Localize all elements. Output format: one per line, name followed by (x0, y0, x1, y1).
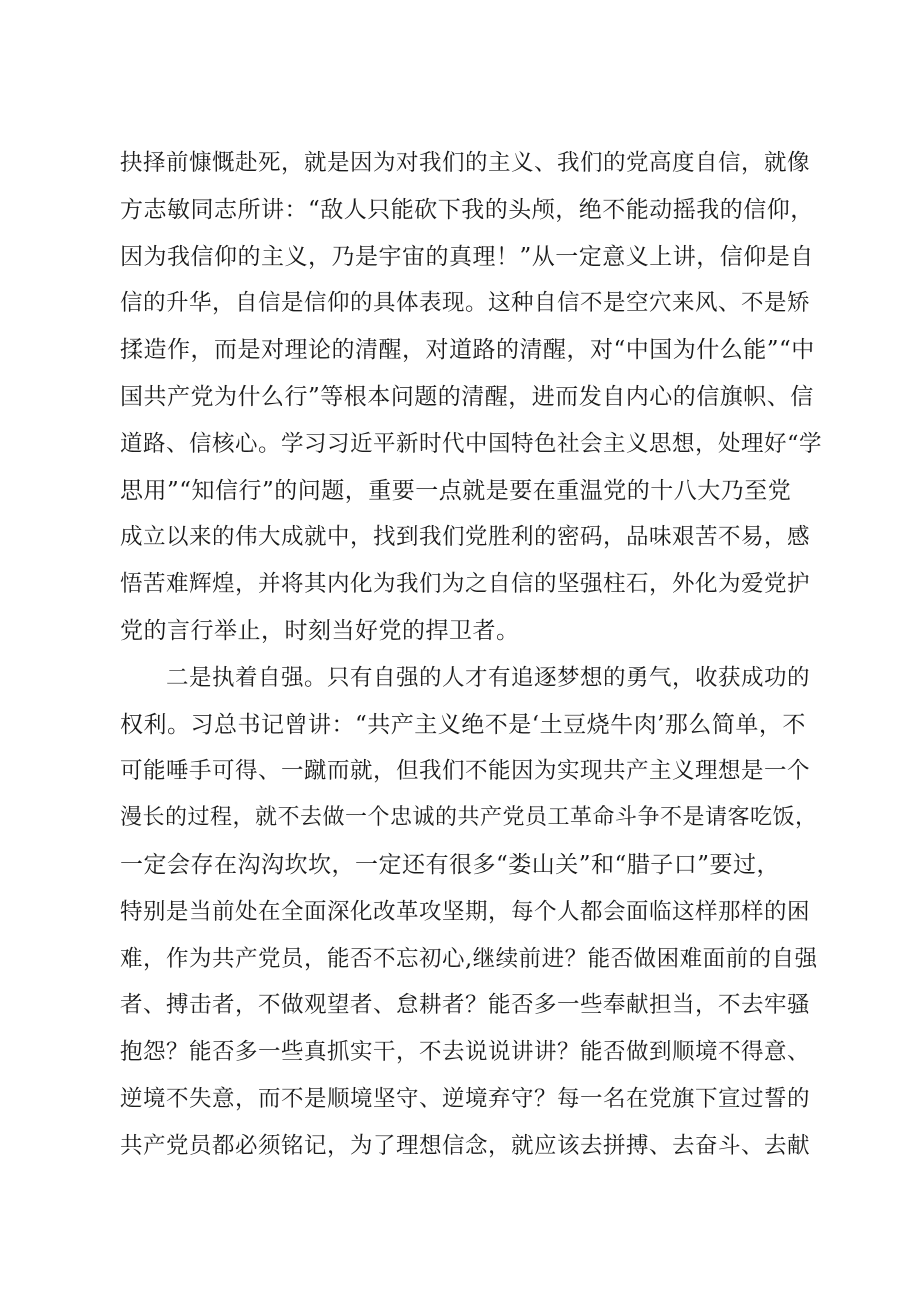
text-line: 道路、信核心。学习习近平新时代中国特色社会主义思想，处理好“学 (120, 430, 823, 457)
text-line: 共产党员都必须铭记，为了理想信念，就应该去拼搏、去奋斗、去献 (120, 1132, 811, 1159)
text-line: 党的言行举止，时刻当好党的捍卫者。 (120, 617, 520, 644)
text-line: 特别是当前处在全面深化改革攻坚期，每个人都会面临这样那样的困 (120, 898, 811, 925)
body-text (120, 140, 823, 1170)
text-line: 二是执着自强。只有自强的人才有追逐梦想的勇气，收获成功的 (120, 664, 811, 691)
text-line: 思用”“知信行”的问题，重要一点就是要在重温党的十八大乃至党 (120, 477, 792, 504)
text-line: 揉造作，而是对理论的清醒，对道路的清醒，对“中国为什么能”“中 (120, 337, 815, 364)
text-line: 信的升华，自信是信仰的具体表现。这种自信不是空穴来风、不是矫 (120, 290, 811, 317)
text-line: 国共产党为什么行”等根本问题的清醒，进而发自内心的信旗帜、信 (120, 383, 814, 410)
text-line: 成立以来的伟大成就中，找到我们党胜利的密码，品味艰苦不易，感 (120, 524, 811, 551)
text-line: 者、搏击者，不做观望者、怠耕者？能否多一些奉献担当，不去牢骚 (120, 992, 811, 1019)
text-line: 一定会存在沟沟坎坎，一定还有很多“娄山关”和“腊子口”要过， (120, 851, 781, 878)
text-line: 方志敏同志所讲：“敌人只能砍下我的头颅，绝不能动摇我的信仰， (120, 196, 814, 223)
text-line: 权利。习总书记曾讲：“共产主义绝不是‘土豆烧牛肉’那么简单，不 (120, 711, 806, 738)
text-line: 因为我信仰的主义，乃是宇宙的真理！”从一定意义上讲，信仰是自 (120, 243, 814, 270)
text-line: 难，作为共产党员，能否不忘初心,继续前进？能否做困难面前的自强 (120, 945, 818, 972)
text-line: 抱怨？能否多一些真抓实干，不去说说讲讲？能否做到顺境不得意、 (120, 1039, 811, 1066)
text-line: 抉择前慷慨赴死，就是因为对我们的主义、我们的党高度自信，就像 (120, 150, 811, 176)
text-line: 悟苦难辉煌，并将其内化为我们为之自信的坚强柱石，外化为爱党护 (120, 571, 811, 598)
text-line: 漫长的过程，就不去做一个忠诚的共产党员工革命斗争不是请客吃饭， (120, 805, 818, 831)
text-line: 可能唾手可得、一蹴而就，但我们不能因为实现共产主义理想是一个 (120, 758, 811, 785)
text-line: 逆境不失意，而不是顺境坚守、逆境弃守？每一名在党旗下宣过誓的 (120, 1085, 811, 1112)
